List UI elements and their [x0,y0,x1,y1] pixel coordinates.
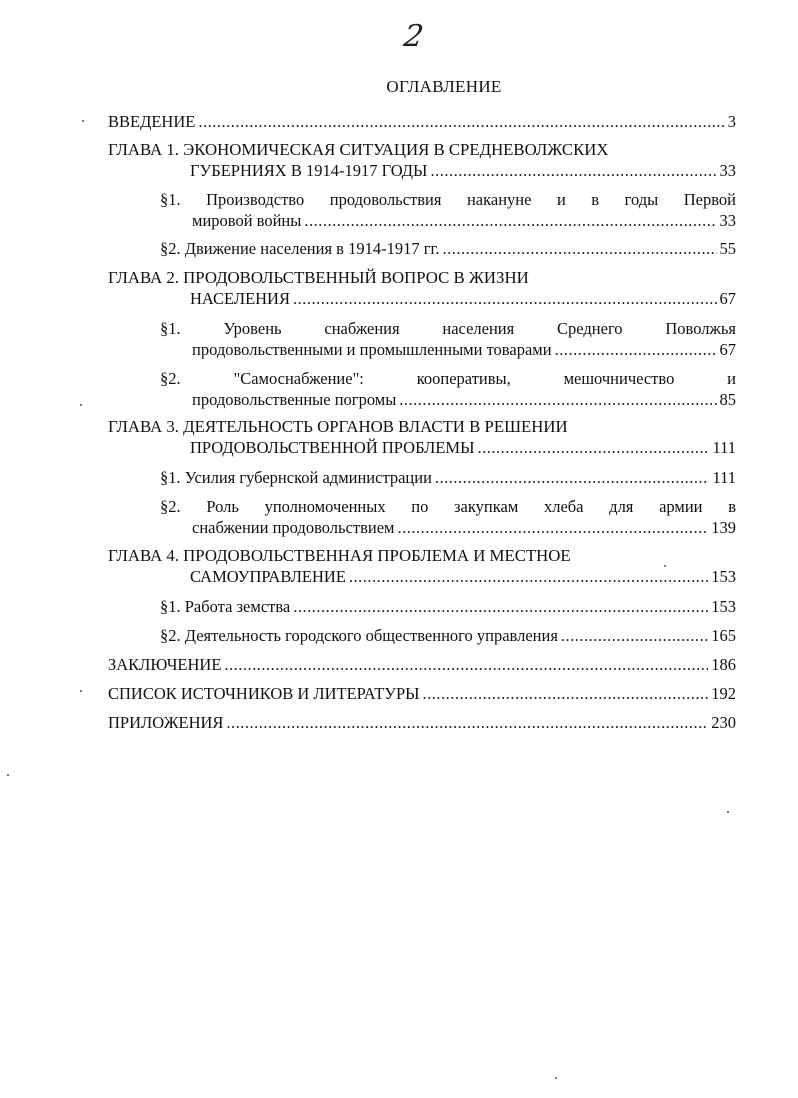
toc-entry-text: СПИСОК ИСТОЧНИКОВ И ЛИТЕРАТУРЫ [108,684,420,703]
leader-dots [304,210,716,231]
toc-entry-text: §1. Усилия губернской администрации [160,468,432,487]
leader-dots [399,389,716,410]
toc-chapter-2[interactable] [108,267,736,309]
leader-dots [397,517,708,538]
leader-dots [349,566,708,587]
toc-section-4-2[interactable] [160,625,736,646]
toc-section-1-2[interactable] [160,238,736,259]
leader-dots [561,625,708,646]
leader-dots [443,238,717,259]
scan-speck [80,690,82,692]
toc-entry-text: ВВЕДЕНИЕ [108,112,196,131]
toc-page-number: 111 [712,438,736,457]
toc-entry-intro[interactable] [108,111,736,132]
toc-chapter-3[interactable] [108,416,736,458]
leader-dots [430,160,716,181]
toc-entry-text: ЗАКЛЮЧЕНИЕ [108,655,222,674]
toc-section-2-2[interactable] [160,368,736,410]
toc-page-number: 67 [719,289,736,308]
scan-speck [82,120,84,122]
toc-page-number: 85 [719,390,736,409]
page-number: 2 [401,19,426,54]
toc-chapter-1[interactable] [108,139,736,181]
toc-page-number: 33 [719,211,736,230]
leader-dots [423,683,709,704]
toc-entry-conclusion[interactable] [108,654,736,675]
toc-page-number: 55 [719,239,736,258]
toc-entry-text: §1. Производство продовольствия накануне и в годы Первой [160,190,736,209]
scan-speck [555,1077,557,1079]
toc-entry-text: ГЛАВА 2. ПРОДОВОЛЬСТВЕННЫЙ ВОПРОС В ЖИЗНИ [108,268,529,287]
toc-entry-text: §2. Деятельность городского общественного управления [160,626,558,645]
leader-dots [477,437,709,458]
toc-page-number: 33 [719,161,736,180]
leader-dots [555,339,717,360]
toc-section-3-2[interactable] [160,496,736,538]
scan-speck [80,404,82,406]
toc-page-number: 139 [711,518,736,537]
toc-title: ОГЛАВЛЕНИЕ [386,77,502,96]
toc-entry-text: ГУБЕРНИЯХ В 1914-1917 ГОДЫ [190,161,428,180]
toc-entry-text: ПРОДОВОЛЬСТВЕННОЙ ПРОБЛЕМЫ [190,438,475,457]
leader-dots [226,712,708,733]
toc-page-number: 186 [711,655,736,674]
toc-entry-text: продовольственными и промышленными товарами [192,340,552,359]
toc-entry-text: §2. Роль уполномоченных по закупкам хлеба для армии в [160,497,736,516]
leader-dots [293,596,708,617]
toc-page-number: 192 [711,684,736,703]
leader-dots [224,654,708,675]
scan-speck [7,774,9,776]
toc-entry-text: продовольственные погромы [192,390,397,409]
leader-dots [198,111,724,132]
toc-entry-text: ГЛАВА 4. ПРОДОВОЛЬСТВЕННАЯ ПРОБЛЕМА И МЕСТНОЕ [108,546,571,565]
toc-entry-sources[interactable] [108,683,736,704]
toc-entry-text: §2. "Самоснабжение": кооперативы, мешочничество и [160,369,736,388]
toc-page-number: 3 [727,112,736,131]
toc-section-4-1[interactable] [160,596,736,617]
toc-entry-text: ПРИЛОЖЕНИЯ [108,713,224,732]
toc-page-number: 111 [712,468,736,487]
toc-entry-text: САМОУПРАВЛЕНИЕ [190,567,346,586]
toc-entry-text: ГЛАВА 3. ДЕЯТЕЛЬНОСТЬ ОРГАНОВ ВЛАСТИ В РЕШЕНИИ [108,417,568,436]
toc-entry-text: мировой войны [192,211,302,230]
toc-page-number: 153 [711,567,736,586]
scan-speck [664,565,666,567]
toc-entry-text: §1. Работа земства [160,597,291,616]
toc-entry-text: §1. Уровень снабжения населения Среднего Поволжья [160,319,736,338]
toc-entry-text: §2. Движение населения в 1914-1917 гг. [160,239,440,258]
toc-section-2-1[interactable] [160,318,736,360]
toc-section-1-1[interactable] [160,189,736,231]
toc-page-number: 153 [711,597,736,616]
scan-speck [727,811,729,813]
toc-entry-text: снабжении продовольствием [192,518,395,537]
toc-page-number: 165 [711,626,736,645]
leader-dots [293,288,717,309]
toc-chapter-4[interactable] [108,545,736,587]
toc-section-3-1[interactable] [160,467,736,488]
toc-entry-text: НАСЕЛЕНИЯ [190,289,290,308]
toc-entry-text: ГЛАВА 1. ЭКОНОМИЧЕСКАЯ СИТУАЦИЯ В СРЕДНЕВОЛЖСКИХ [108,140,609,159]
leader-dots [435,467,710,488]
toc-page-number: 67 [719,340,736,359]
toc-page-number: 230 [711,713,736,732]
toc-entry-appendix[interactable] [108,712,736,733]
